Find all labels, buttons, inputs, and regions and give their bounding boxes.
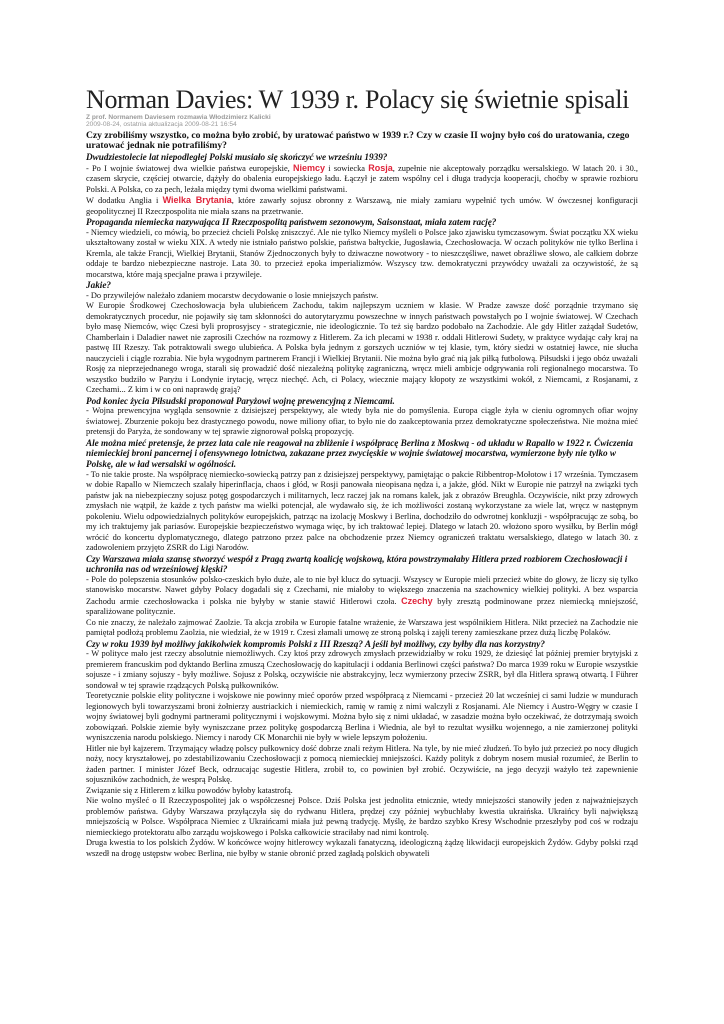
- question-3: Jakie?: [86, 280, 112, 291]
- publication-dates: 2009-08-24, ostatnia aktualizacja 2009-08-21 16:54: [86, 121, 237, 129]
- answer-3-paragraph-1: - Do przywilejów należało zdaniem mocarstw decydowanie o losie mniejszych państw.: [86, 290, 379, 300]
- answer-7-paragraph-4: Związanie się z Hitlerem z kilku powodów byłoby katastrofą.: [86, 785, 293, 795]
- article-meta: [86, 114, 638, 129]
- answer-6-paragraph-2: Co nie znaczy, że należało zajmować Zaolzie. Ta akcja zrobiła w Europie fatalne wrażenie, że Warszawa jest wspólnikiem Hitlera. Nikt przecież na Zachodzie nie pamiętał podłożą problemu Zaolzia, nie wiedział, że w 1919 r. Czesi złamali umowę ze stroną polską i zajęli tereny zamieszkane przez dużą liczbę Polaków.: [86, 617, 638, 638]
- answer-6-paragraph-1: - Pole do polepszenia stosunków polsko-czeskich było duże, ale to nie był klucz do sytuacji. Wszyscy w Europie mieli przecież wbite do głowy, że liczy się tylko stanowisko mocarstw. Nawet gdyby Polacy dogadali się z Czechami, nie miałoby to większego znaczenia na szachownicy wielkiej polityki. A bez wsparcia Zachodu armie czechosłowacka i polska nie byłyby w stanie stawić Hitlerowi czoła. Czechy były zresztą podminowane przez niemiecką mniejszość, sparaliżowane politycznie.: [86, 574, 639, 617]
- question-1: Dwudziestolecie lat niepodległej Polski musiało się skończyć we wrześniu 1939?: [86, 152, 388, 162]
- highlight-czechy: Czechy: [401, 595, 433, 606]
- question-2: Propaganda niemiecka nazywająca II Rzeczpospolitą państwem sezonowym, Saisonstaat, miała zatem rację?: [86, 217, 497, 228]
- question-5: Ale można mieć pretensje, że przez lata cale nie reagował na zbliżenie i współpracę Berlina z Moskwą - od układu w Rapallo w 1922 r. Ćwiczenia niemieckiej broni pancernej i ofensywnego lotnictwa, zakazane przez zwycięskie w wojnie światowej mocarstwa, wymierzone były nie tylko w Polskę, ale w ład wersalski w ogólności.: [86, 437, 633, 470]
- question-7: Czy w roku 1939 był możliwy jakikolwiek kompromis Polski z III Rzeszą? A jeśli był możliwy, czy byłby dla nas korzystny?: [86, 638, 545, 649]
- article: [86, 86, 638, 859]
- answer-7-paragraph-6: Druga kwestia to los polskich Żydów. W końcówce wojny hitlerowcy wykazali fanatyczną, ideologiczną żądzę likwidacji europejskich Żydów. Gdyby polski rząd wszedł na drogę ustępstw wobec Berlina, nie byłby w stanie obronić przed zagładą polskich obywateli: [86, 838, 638, 858]
- highlight-rosja: Rosja: [368, 162, 393, 173]
- byline: Z prof. Normanem Daviesem rozmawia Włodzimierz Kalicki: [86, 114, 271, 121]
- answer-5: - To nie takie proste. Na współpracę niemiecko-sowiecką patrzy pan z dzisiejszej perspektywy, pamiętając o pakcie Ribbentrop-Mołotow i 17 września. Tymczasem w dobie Rapallo w Niemczech szalały hiperinflacja, chaos i głód, w Rosji panowała nieopisana nędza i, a jakże, głód. Nikt w Europie nie patrzył na związki tych państw jak na niebezpieczny sojusz potęg gospodarczych i militarnych, lecz raczej jak na romans kalek, jak z obrazów Breughla. Oczywiście, nikt przy zdrowych zmysłach nie wątpił, że każde z tych państw ma wielki potencjał, ale wydawało się, że ich możliwości zostaną wykorzystane za wiele lat, wręcz w następnym pokoleniu. Wielu odpowiedzialnych polityków europejskich, patrząc na izolację Moskwy i Berlina, dochodziło do odwrotnej konkluzji - współpracując ze sobą, bo my ich traktujemy jak pariasów. Europejskie bezpieczeństwo wymaga więc, by ich traktować lepiej. Dlatego w latach 20. włożono sporo wysiłku, by Berlin mógł wrócić do koncertu dyplomatycznego, dlatego patrzono przez palce na obchodzenie przez Niemcy ograniczeń traktatu wersalskiego, dlatego w latach 30. z zadowoleniem przyjęto ZSRR do Ligi Narodów.: [86, 469, 638, 553]
- highlight-wielka-brytania: Wielka Brytania: [162, 195, 232, 206]
- answer-7-paragraph-5: Nie wolno myśleć o II Rzeczypospolitej jak o współczesnej Polsce. Dziś Polska jest jednolita etnicznie, wtedy mniejszości stanowiły jeden z najważniejszych problemów państwa. Gdyby Warszawa przyłączyła się do rydwanu Hitlera, prędzej czy później wybuchłaby kwestia ukraińska. Ukraińcy byli największą mniejszością w Polsce. Współpraca Niemiec z Ukraińcami miała już pewną tradycję. Myślę, że bardzo szybko Kresy Wschodnie przeszłyby pod coś w rodzaju niemieckiego protektoratu albo zarządu wojskowego i Polska całkowicie straciłaby nad nimi kontrolę.: [86, 796, 638, 837]
- lead-question: Czy zrobiliśmy wszystko, co można było zrobić, by uratować państwo w 1939 r.? Czy w czasie II wojny było coś do uratowania, czego uratować jednak nie potrafiliśmy?: [86, 129, 630, 152]
- answer-7-paragraph-3: Hitler nie był kajzerem. Trzymający władzę polscy pułkownicy dość dobrze znali reżym Hitlera. Na tyle, by nie mieć złudzeń. To było już przecież po nocy długich noży, nocy kryształowej, po zdestabilizowaniu Czechosłowacji z pomocą niemieckiej mniejszości. Każdy polityk z dobrym nosem musiał rozumieć, że Berlin to żaden partner. I minister Józef Beck, odrzucając sugestie Hitlera, zrobił to, co powinien był zrobić. Oczywiście, na jego decyzji ważyło też zapewnienie sojuszników zachodnich, że wesprą Polskę.: [86, 743, 638, 785]
- answer-4: - Wojna prewencyjna wygląda sensownie z dzisiejszej perspektywy, ale wtedy była nie do pomyślenia. Europa ciągle żyła w cieniu ogromnych ofiar wojny światowej. Zburzenie pokoju bez drastycznego powodu, nowe miliony ofiar, to było nie do zaakceptowania przez demokratyczne społeczeństwa. Nie można mieć pretensji do Paryża, że sondowany w tej sprawie zignorował polską propozycję.: [86, 406, 638, 437]
- question-6: Czy Warszawa miała szansę stworzyć wespół z Pragą zwartą koalicję wojskową, która powstrzymałaby Hitlera przed rozbiorem Czechosłowacji i uchroniła nas od wrześniowej klęski?: [86, 553, 628, 575]
- article-title: Norman Davies: W 1939 r. Polacy się świetnie spisali: [86, 85, 630, 114]
- answer-2: - Niemcy wiedzieli, co mówią, bo przecież chcieli Polskę zniszczyć. Ale nie tylko Niemcy myśleli o Polsce jako zjawisku tymczasowym. Świat początku XX wieku ukształtowany został w wieku XIX. A wtedy nie istniało państwo polskie, państwa bałtyckie, Jugosławia, Czechosłowacja. W oczach polityków nie tylko Berlina i Kremla, ale także Francji, Wielkiej Brytanii, Stanów Zjednoczonych były to dziwaczne nowotwory - to nieszczęśliwe, nawet obraźliwe słowo, ale całkiem dobrze oddaje te bardzo niebezpieczne nastroje. Lata 30. to przecież epoka imperializmów. Wszyscy tzw. demokratyczni przywódcy uważali za oczywistość, że są mocarstwa, które mają specjalne prawa i przywileje.: [86, 227, 638, 279]
- answer-1-paragraph-2: W dodatku Anglia i Wielka Brytania, które zawarły sojusz obronny z Warszawą, nie miały zamiaru wypełnić tych umów. W ówczesnej konfiguracji geopolitycznej II Rzeczpospolita nie miała szans na przetrwanie.: [86, 195, 638, 216]
- question-4: Pod koniec życia Piłsudski proponował Paryżowi wojnę prewencyjną z Niemcami.: [86, 395, 395, 406]
- answer-3-paragraph-2: W Europie Środkowej Czechosłowacja była ulubieńcem Zachodu, takim najlepszym uczniem w klasie. W Pradze zawsze dość porządnie trzymano się demokratycznych procedur, nie pojawiły się tam skłonności do autorytaryzmu powszechne w innych państwach powstałych po I wojnie światowej. W Czechach było masę Niemców, więc Czesi byli proprosyjscy - strategicznie, nie ideologicznie. To też się bardzo podobało na Zachodzie. Ale gdy Hitler zażądał Sudetów, Chamberlain i Daladier nawet nie zaprosili Czechów na rozmowy z Hitlerem. Za ich plecami w 1938 r. oddali Hitlerowi Sudety, w praktyce wydając cały kraj na pastwę III Rzeszy. Tak potraktowali swego ulubieńca. A Polska była jednym z gorszych uczniów w tej klasie, tym, który siedzi w ostatniej ławce, nie słucha nauczycieli i ciągle rozrabia. Nie była wygodnym partnerem Francji i Wielkiej Brytanii. Nie można było grać nią jak piłką futbolową. Piłsudski i jego obóz uważali Rosję za nieprzejednanego wroga, starali się prowadzić dość niezależną politykę zagraniczną, wręcz mieli ambicje odgrywania roli regionalnego mocarstwa. To wszystko budziło w Paryżu i Londynie irytację, wręcz niechęć. Ach, ci Polacy, wiecznie mający kłopoty ze wszystkimi wokół, z Niemcami, z Rosjanami, z Czechami... Z kim i w co oni naprawdę grają?: [86, 301, 638, 395]
- answer-7-paragraph-1: - W polityce mało jest rzeczy absolutnie niemożliwych. Czy ktoś przy zdrowych zmysłach przewidziałby w roku 1929, że dziesięć lat później premier brytyjski z premierem francuskim pod dyktando Berlina zmuszą Czechosłowację do kapitulacji i oddania Berlinowi części państwa? Do marca 1939 roku w Europie wszystkie sojusze - i zmiany sojuszy - były możliwe. Sojusz z Polską, oczywiście nie abstrakcyjny, lecz wymierzony przeciw ZSRR, był dla Hitlera sprawą otwartą. I Führer sondował w tej sprawie rządzących Polską pułkowników.: [86, 649, 638, 690]
- answer-7-paragraph-2: Teoretycznie polskie elity polityczne i wojskowe nie powinny mieć oporów przed współpracą z Niemcami - przecież 20 lat wcześniej ci sami ludzie w mundurach legionowych byli towarzyszami broni żołnierzy austriackich i niemieckich, ramię w ramię z nimi walczyli z Rosjanami. Ale Niemcy i Austro-Węgry w czasie I wojny światowej byli godnymi partnerami politycznymi i wojskowymi. Można było się z nimi układać, w zasadzie można było oczekiwać, że dotrzymają swoich zobowiązań. Polskie ziemie były wyniszczane przez politykę gospodarczą Berlina i Wiednia, ale był to rezultat wysiłku wojennego, a nie zamierzonej polityki wyniszczenia narodu polskiego. Niemcy i narody CK Monarchii nie były w wiele lepszym położeniu.: [86, 691, 638, 743]
- answer-1-paragraph-1: - Po I wojnie światowej dwa wielkie państwa europejskie, Niemcy i sowiecka Rosja, zupełnie nie akceptowały porządku wersalskiego. W latach 20. i 30., czasem skrycie, częściej otwarcie, dążyły do obalenia europejskiego ładu. Łączył je zatem wspólny cel i długa tradycja kooperacji, choćby w sprawie rozbioru Polski. A Polska, co za pech, leżała między tymi dwoma wielkimi państwami.: [86, 162, 638, 194]
- highlight-niemcy: Niemcy: [293, 162, 326, 173]
